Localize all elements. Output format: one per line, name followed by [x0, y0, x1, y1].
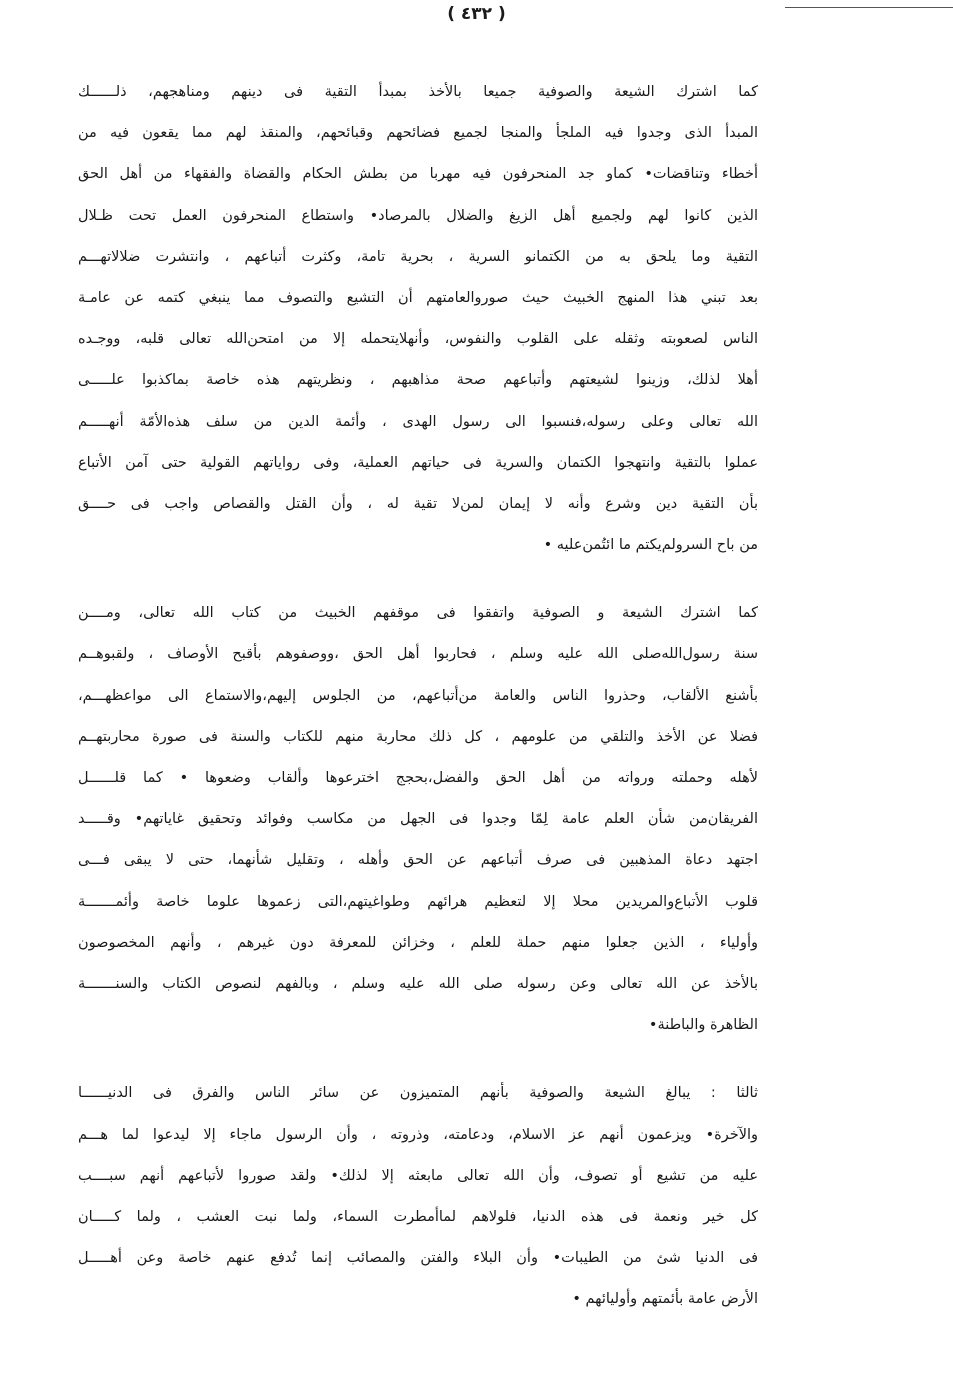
text-line: المبدأ الذى وجدوا فيه الملجأ والمنجا لجميع فضائحهم وقبائحهم، والمنقذ لهم مما يقعون فيه من: [78, 125, 758, 142]
paragraph-gap: [78, 566, 758, 593]
text-line: والآخرة• ويزعمون أنهم عز الاسلام، ودعامته، وذروته ، وأن الرسول ماجاء إلا ليدعوا لما هـــم: [78, 1126, 758, 1143]
text-line: لأهله وحملته ورواته من أهل الحق والفضل،بحجج اخترعوها وألقاب وضعوها • كما قلــــــل: [78, 770, 758, 786]
text-line: الذين كانوا لهم ولجميع أهل الزيغ والضلال بالمرصاد• واستطاع المنحرفون العمل تحت ظـلال: [78, 207, 758, 224]
paragraph-1: [78, 72, 758, 566]
text-line: بأشنع الألقاب، وحذروا الناس والعامة من‌أتباعهم، من الجلوس إليهم،والاستماع الى مواعظهـــم،: [78, 687, 758, 704]
text-line: الأرض عامة بأئمتهم وأوليائهم •: [572, 1291, 758, 1308]
text-line: قلوب الأتباع‌والمريدين محلا إلا لتعظيم هرائهم وطواغيتهم،التى زعموها علوما خاصة وأئمـــــــة: [78, 893, 758, 910]
text-line: اجتهد دعاة المذهبين فى صرف أتباعهم عن الحق وأهله ، وتقليل شأنهما، حتى لا يبقى فـــى: [78, 852, 758, 869]
text-line: الله تعالى وعلى رسوله،فنسبوا الى رسول الهدى ، وأئمة الدين من سلف هذه‌الأمّة أنهـــــم: [78, 413, 758, 430]
text-line: فضلا عن الأخذ والتلقي من علومهم ، كل ذلك محاربة منهم للكتاب والسنة فى صورة محاربتهــم: [78, 728, 758, 745]
paragraph-gap: [78, 1046, 758, 1073]
text-line: بالأخذ عن الله تعالى وعن رسوله صلى الله عليه وسلم ، وبالفهم لنصوص الكتاب والسنـــــــة: [78, 975, 758, 992]
paragraph-3: [78, 1073, 758, 1320]
text-line: وأولياء ، الذين جعلوا منهم حملة للعلم ، وخزائن للمعرفة دون غيرهم ، وأنهم المخصوصون: [78, 934, 758, 951]
text-line: أهلا لذلك، وزينوا لشيعتهم وأتباعهم صحة مذاهبهم ، ونظريتهم هذه خاصة بماكذبوا علـــــى: [78, 372, 758, 389]
body-text: [78, 72, 758, 1320]
text-line: أخطاء وتناقضات• كماو جد المنحرفون فيه مهربا من بطش الحكام والقضاة والفقهاء من أهل الحق: [78, 166, 758, 183]
text-line: التقية وما يلحق به من الكتمانو السرية ، بحرية تامة، وكثرت أتباعهم ، وانتشرت ضلالاتهـــم: [78, 248, 758, 265]
paragraph-2: [78, 593, 758, 1046]
text-line: بعد تبني هذا المنهج الخبيث حيث صوروالعامتهم أن التشيع والتصوف مما ينبغي كتمه عن عامـة: [78, 289, 758, 306]
text-line: سنة رسول‌الله‌صلى الله عليه وسلم ، فحاربوا أهل الحق ،ووصفوهم بأقبح الأوصاف ، ولقبوهــم: [78, 646, 758, 663]
text-line: الظاهرة والباطنة•: [648, 1017, 758, 1034]
text-line: من باح السرولم‌يكتم ما ائتُمن‌عليه •: [543, 537, 758, 554]
text-line: كما اشترك الشيعة و الصوفية واتفقوا فى موقفهم الخبيث من كتاب الله تعالى، ومــــن: [78, 605, 758, 622]
text-line: فى الدنيا شئ من الطيبات• وأن البلاء والفتن والمصائب إنما تُدفع عنهم خاصة وعن أهـــــل: [78, 1250, 758, 1267]
text-line: الفريقان‌من شأن العلم عامة لِمّا وجدوا فى الجهل من مكاسب وفوائد وتحقيق غاياتهم• وقـــــد: [78, 811, 758, 828]
text-line: ثالثا : يبالغ الشيعة والصوفية بأنهم المتميزون عن سائر الناس والفرق فى الدنيــــــا: [78, 1085, 758, 1102]
text-line: الناس لصعوبته وثقله على القلوب والنفوس، وأنهلايتحمله إلا من امتحن‌الله تعالى قلبه، ووجـده: [78, 331, 758, 348]
text-line: عليه من تشيع أو تصوف، وأن الله تعالى مابعثه إلا لذلك• ولقد صوروا لأتباعهم أنهم سبــــب: [78, 1167, 758, 1184]
text-line: كل خير ونعمة فى هذه الدنيا، فلولاهم لماأمطرت السماء، ولما نبت العشب ، ولما كـــــان: [78, 1208, 758, 1225]
text-line: كما اشترك الشيعة والصوفية جميعا بالأخذ بمبدأ التقية فى دينهم ومناهجهم، ذلــــــك: [78, 84, 758, 100]
page-number: ( ٤٣٢ ): [447, 4, 506, 24]
text-line: عملوا بالتقية وانتهجوا الكتمان والسرية فى حياتهم العملية، وفى رواياتهم القولية حتى آمن الأتباع: [78, 454, 758, 471]
text-line: بأن التقية دين وشرع وأنه لا إيمان لمن‌لا تقية له ، وأن القتل والقصاص واجب فى حــــق: [78, 495, 758, 512]
